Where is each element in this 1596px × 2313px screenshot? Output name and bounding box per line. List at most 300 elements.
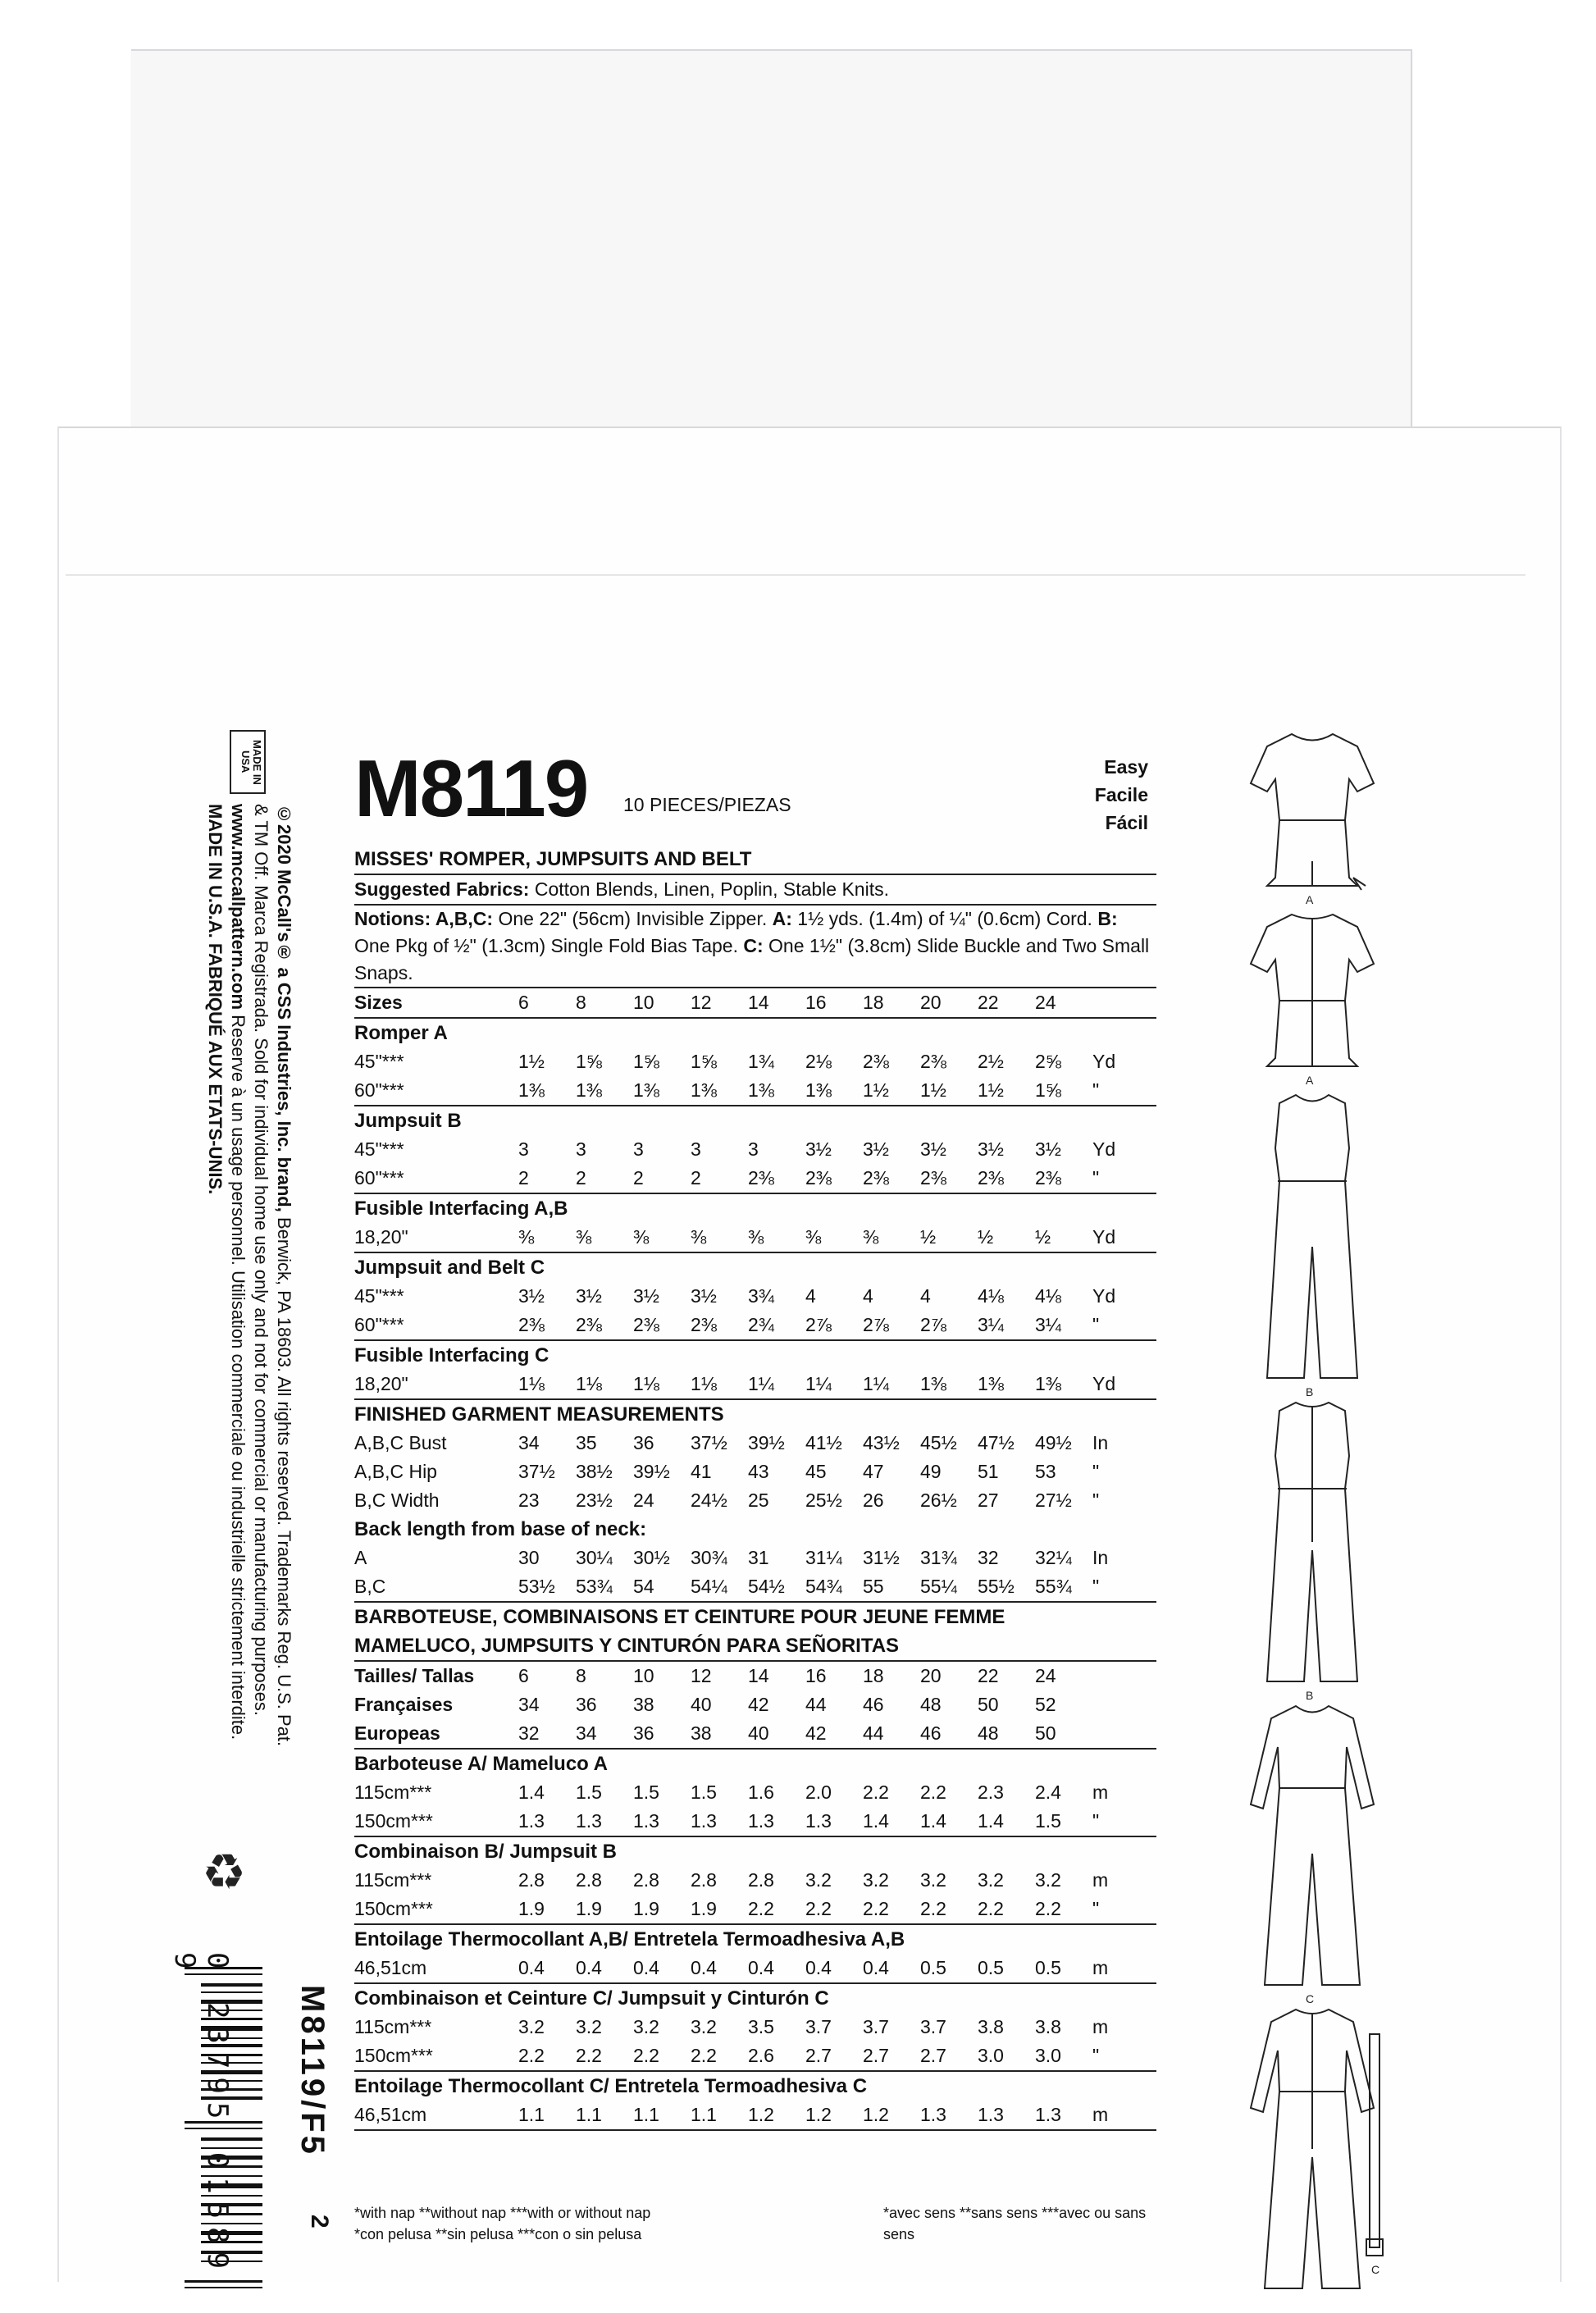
notions-b-label: B:	[1097, 908, 1118, 929]
row-unit: "	[1092, 2045, 1100, 2066]
table-cell: 2⅜	[863, 1167, 889, 1188]
table-cell: 1½	[863, 1079, 889, 1101]
table-cell: 2⅜	[805, 1167, 832, 1188]
table-row	[354, 1690, 1156, 1719]
table-cell: 1¼	[863, 1373, 889, 1394]
metric-table	[354, 1603, 1156, 2131]
table-cell: 3.2	[920, 1869, 946, 1891]
row-unit: "	[1092, 1461, 1100, 1482]
table-cell: 3½	[1035, 1138, 1061, 1160]
table-cell: 4	[805, 1285, 816, 1307]
table-cell: 1.5	[1035, 1810, 1061, 1832]
footnote-es: *con pelusa **sin pelusa ***con o sin pelusa	[354, 2226, 642, 2242]
table-cell: 2⅜	[920, 1167, 946, 1188]
table-cell: 3.8	[978, 2016, 1004, 2037]
table-cell: 1.3	[920, 2104, 946, 2125]
table-cell: 3.7	[805, 2016, 832, 2037]
table-cell: 1.4	[518, 1782, 545, 1803]
notions-label: Notions: A,B,C:	[354, 908, 494, 929]
table-row	[354, 2042, 1156, 2072]
table-cell: 2⅜	[518, 1314, 545, 1335]
difficulty-en: Easy	[1104, 756, 1148, 778]
section-title: Combinaison B/ Jumpsuit B	[354, 1841, 618, 1863]
difficulty-es: Fácil	[1105, 812, 1148, 833]
notions-c-label: C:	[743, 935, 764, 956]
table-cell: 1.3	[633, 1810, 659, 1832]
table-cell: 44	[863, 1722, 884, 1744]
table-cell: ⅜	[633, 1226, 650, 1248]
notions-abc: One 22" (56cm) Invisible Zipper.	[498, 908, 768, 929]
table-cell: 1.2	[748, 2104, 774, 2125]
table-cell: 1.3	[978, 2104, 1004, 2125]
page-number: 2	[306, 2215, 333, 2229]
table-cell: 31	[748, 1547, 769, 1568]
table-cell: 49½	[1035, 1432, 1072, 1453]
row-label: B,C Width	[354, 1490, 440, 1511]
table-cell: 53¾	[576, 1576, 613, 1597]
table-cell: 2⅛	[805, 1051, 832, 1072]
table-cell: 1⅝	[691, 1051, 717, 1072]
sketch-label-b1: B	[1306, 1385, 1314, 1398]
table-cell: 2⅝	[1035, 1051, 1061, 1072]
table-cell: 24½	[691, 1490, 727, 1511]
table-row	[354, 1778, 1156, 1807]
table-cell: 2⅞	[920, 1314, 946, 1335]
table-cell: 53	[1035, 1461, 1056, 1482]
table-cell: 0.4	[633, 1957, 659, 1978]
notions-a-label: A:	[772, 908, 792, 929]
table-cell: 2	[518, 1167, 529, 1188]
table-cell: 1⅜	[691, 1079, 717, 1101]
table-cell: 0.4	[863, 1957, 889, 1978]
table-row	[354, 1076, 1156, 1106]
table-cell: 20	[920, 1665, 942, 1686]
table-cell: 34	[576, 1722, 597, 1744]
row-label: 18,20"	[354, 1373, 408, 1394]
table-cell: 32	[978, 1547, 999, 1568]
table-cell: 2⅞	[805, 1314, 832, 1335]
table-row	[354, 1429, 1156, 1458]
pattern-title: MISSES' ROMPER, JUMPSUITS AND BELT	[354, 845, 1156, 875]
table-cell: 2.2	[691, 2045, 717, 2066]
table-cell: 32	[518, 1722, 540, 1744]
table-cell: 37½	[691, 1432, 727, 1453]
table-cell: ⅜	[863, 1226, 879, 1248]
notions	[354, 906, 1156, 988]
table-cell: 48	[978, 1722, 999, 1744]
table-cell: 4⅛	[978, 1285, 1004, 1307]
row-unit: Yd	[1092, 1373, 1116, 1394]
table-cell: 3.0	[978, 2045, 1004, 2066]
table-cell: 12	[691, 1665, 712, 1686]
table-cell: 3	[691, 1138, 701, 1160]
sketch-jumpsuit-b-back	[1267, 1403, 1357, 1681]
table-cell: 27	[978, 1490, 999, 1511]
table-cell: 1.4	[863, 1810, 889, 1832]
sketch-label-b2: B	[1306, 1689, 1314, 1702]
size-header: 6	[518, 992, 529, 1013]
table-cell: 2⅜	[1035, 1167, 1061, 1188]
table-cell: 1¼	[805, 1373, 832, 1394]
sketch-jumpsuit-b-front	[1267, 1095, 1357, 1378]
table-cell: 40	[691, 1694, 712, 1715]
table-cell: 3½	[863, 1138, 889, 1160]
table-cell: 2¾	[748, 1314, 774, 1335]
table-cell: 43½	[863, 1432, 900, 1453]
section-title: Barboteuse A/ Mameluco A	[354, 1753, 608, 1775]
table-cell: 1¾	[748, 1051, 774, 1072]
table-cell: 36	[576, 1694, 597, 1715]
table-cell: 2⅜	[920, 1051, 946, 1072]
table-cell: 1.3	[518, 1810, 545, 1832]
row-label: 45"***	[354, 1051, 404, 1072]
table-cell: 1⅜	[805, 1079, 832, 1101]
table-cell: 1.9	[691, 1898, 717, 1919]
table-cell: 3½	[633, 1285, 659, 1307]
table-cell: 0.4	[748, 1957, 774, 1978]
sketch-romper-a-front	[1251, 734, 1374, 890]
size-header: 8	[576, 992, 586, 1013]
table-cell: 1⅛	[576, 1373, 602, 1394]
row-label: 150cm***	[354, 1810, 433, 1832]
table-cell: 2.2	[978, 1898, 1004, 1919]
sketch-label-c2: C	[1371, 2263, 1380, 2276]
table-cell: 3.7	[863, 2016, 889, 2037]
table-cell: 2⅜	[863, 1051, 889, 1072]
table-cell: 1.1	[576, 2104, 602, 2125]
table-cell: ⅜	[518, 1226, 535, 1248]
sketch-jumpsuit-c-front	[1251, 1706, 1374, 1985]
table-cell: 30¼	[576, 1547, 613, 1568]
row-unit: In	[1092, 1432, 1109, 1453]
table-cell: 3	[576, 1138, 586, 1160]
footnotes	[354, 2202, 1158, 2245]
table-cell: 54½	[748, 1576, 785, 1597]
table-cell: 45	[805, 1461, 827, 1482]
table-cell: 2.6	[748, 2045, 774, 2066]
section-title: FINISHED GARMENT MEASUREMENTS	[354, 1403, 724, 1426]
english-table	[354, 988, 1156, 1603]
sizes-label: Sizes	[354, 992, 403, 1013]
table-cell: 0.5	[1035, 1957, 1061, 1978]
table-cell: 49	[920, 1461, 942, 1482]
table-cell: 10	[633, 1665, 654, 1686]
table-cell: 38½	[576, 1461, 613, 1482]
table-row	[354, 1895, 1156, 1925]
table-row	[354, 1370, 1156, 1400]
row-unit: m	[1092, 1869, 1109, 1891]
table-cell: 2.8	[633, 1869, 659, 1891]
table-row	[354, 1662, 1156, 1690]
table-cell: 2.2	[920, 1898, 946, 1919]
table-cell: 3.2	[633, 2016, 659, 2037]
table-cell: 14	[748, 1665, 769, 1686]
table-cell: 1.3	[1035, 2104, 1061, 2125]
garment-sketches	[1214, 722, 1411, 2313]
row-unit: "	[1092, 1898, 1100, 1919]
table-cell: 22	[978, 1665, 999, 1686]
table-cell: 34	[518, 1694, 540, 1715]
size-header: 22	[978, 992, 999, 1013]
table-cell: 2	[633, 1167, 644, 1188]
difficulty-fr: Facile	[1094, 784, 1148, 805]
table-row	[354, 1311, 1156, 1341]
table-cell: 2.8	[576, 1869, 602, 1891]
table-cell: 2⅜	[691, 1314, 717, 1335]
table-cell: 3.8	[1035, 2016, 1061, 2037]
table-cell: 3	[748, 1138, 759, 1160]
table-cell: 1.1	[633, 2104, 659, 2125]
table-cell: 23	[518, 1490, 540, 1511]
sketch-jumpsuit-c-back	[1251, 2010, 1374, 2288]
table-cell: 38	[691, 1722, 712, 1744]
table-cell: 2.2	[633, 2045, 659, 2066]
table-cell: 37½	[518, 1461, 555, 1482]
table-cell: 1⅝	[633, 1051, 659, 1072]
table-cell: 1.1	[691, 2104, 717, 2125]
footnote-fr: *avec sens **sans sens ***avec ou sans sens	[883, 2205, 1147, 2242]
table-cell: 1⅛	[633, 1373, 659, 1394]
row-label: 46,51cm	[354, 2104, 427, 2125]
notions-a: 1½ yds. (1.4m) of ¼" (0.6cm) Cord.	[797, 908, 1092, 929]
section-title: Entoilage Thermocollant A,B/ Entretela Termoadhesiva A,B	[354, 1928, 905, 1950]
table-cell: 1⅜	[978, 1373, 1004, 1394]
sketch-label-a2: A	[1306, 1074, 1314, 1087]
table-cell: 39½	[748, 1432, 785, 1453]
table-cell: 41	[691, 1461, 712, 1482]
table-cell: 1.3	[805, 1810, 832, 1832]
row-label: 45"***	[354, 1138, 404, 1160]
notions-c: One 1½" (3.8cm) Slide Buckle and Two Small Snaps.	[354, 935, 1150, 983]
table-cell: 1.2	[805, 2104, 832, 2125]
row-label: 115cm***	[354, 1869, 432, 1891]
row-unit: Yd	[1092, 1226, 1116, 1248]
section-title: Jumpsuit and Belt C	[354, 1257, 545, 1279]
row-unit: "	[1092, 1167, 1100, 1188]
website-link[interactable]: www.mccallpattern.com	[228, 804, 249, 1011]
table-cell: 54¼	[691, 1576, 727, 1597]
copyright-brand: ©2020 McCall's® a CSS Industries, Inc. brand,	[274, 804, 294, 1212]
table-cell: 25½	[805, 1490, 842, 1511]
table-cell: ⅜	[748, 1226, 764, 1248]
table-cell: 1⅜	[748, 1079, 774, 1101]
table-cell: 30½	[633, 1547, 670, 1568]
row-unit: Yd	[1092, 1051, 1116, 1072]
section-title: MAMELUCO, JUMPSUITS Y CINTURÓN PARA SEÑORITAS	[354, 1631, 1156, 1662]
section-title: Jumpsuit B	[354, 1110, 462, 1132]
yardage-chart	[354, 845, 1156, 2131]
table-cell: 2	[576, 1167, 586, 1188]
suggested-fabrics-label: Suggested Fabrics:	[354, 878, 530, 900]
row-label: 115cm***	[354, 2016, 432, 2037]
table-cell: 6	[518, 1665, 529, 1686]
table-cell: 1.4	[920, 1810, 946, 1832]
table-cell: 55¼	[920, 1576, 957, 1597]
row-unit: m	[1092, 1782, 1109, 1803]
row-label: A,B,C Hip	[354, 1461, 437, 1482]
table-cell: 52	[1035, 1694, 1056, 1715]
table-cell: 1½	[920, 1079, 946, 1101]
table-cell: 2.8	[518, 1869, 545, 1891]
table-row	[354, 1458, 1156, 1486]
row-label: B,C	[354, 1576, 386, 1597]
table-cell: 1⅝	[576, 1051, 602, 1072]
row-label: Europeas	[354, 1722, 440, 1744]
row-label: 60"***	[354, 1167, 404, 1188]
table-cell: ⅜	[805, 1226, 822, 1248]
table-cell: 2½	[978, 1051, 1004, 1072]
table-row	[354, 1572, 1156, 1603]
table-cell: 4⅛	[1035, 1285, 1061, 1307]
table-cell: 48	[920, 1694, 942, 1715]
copyright-trademark: & TM Off. Marca Registrada. Sold for individual home use only and not for commercial or manufacturing purposes.	[251, 804, 271, 1716]
table-cell: 45½	[920, 1432, 957, 1453]
table-cell: 3.2	[576, 2016, 602, 2037]
table-cell: 54¾	[805, 1576, 842, 1597]
table-cell: 3	[633, 1138, 644, 1160]
row-label: 150cm***	[354, 2045, 433, 2066]
table-cell: 1⅜	[920, 1373, 946, 1394]
table-cell: 27½	[1035, 1490, 1072, 1511]
table-cell: ⅜	[576, 1226, 592, 1248]
table-cell: 38	[633, 1694, 654, 1715]
table-cell: 1.9	[576, 1898, 602, 1919]
table-cell: 23½	[576, 1490, 613, 1511]
table-cell: 36	[633, 1432, 654, 1453]
table-cell: 26½	[920, 1490, 957, 1511]
table-cell: 46	[863, 1694, 884, 1715]
row-label: Tailles/ Tallas	[354, 1665, 475, 1686]
row-unit: "	[1092, 1314, 1100, 1335]
size-header: 24	[1035, 992, 1056, 1013]
table-row	[354, 1282, 1156, 1311]
row-label: 115cm***	[354, 1782, 432, 1803]
table-cell: 1⅛	[691, 1373, 717, 1394]
table-cell: 24	[633, 1490, 654, 1511]
table-cell: 1.5	[576, 1782, 602, 1803]
table-cell: 43	[748, 1461, 769, 1482]
table-cell: 31¾	[920, 1547, 957, 1568]
table-cell: 2.2	[748, 1898, 774, 1919]
table-cell: 3	[518, 1138, 529, 1160]
table-cell: 1½	[518, 1051, 545, 1072]
table-cell: 0.4	[576, 1957, 602, 1978]
table-cell: 1.5	[691, 1782, 717, 1803]
table-cell: 40	[748, 1722, 769, 1744]
table-cell: 2.8	[748, 1869, 774, 1891]
table-row	[354, 1544, 1156, 1572]
envelope-flap	[131, 49, 1412, 445]
table-cell: 50	[1035, 1722, 1056, 1744]
table-cell: 1.3	[576, 1810, 602, 1832]
sketch-label-c1: C	[1306, 1992, 1315, 2005]
table-cell: 53½	[518, 1576, 555, 1597]
row-unit: "	[1092, 1810, 1100, 1832]
table-cell: 8	[576, 1665, 586, 1686]
table-cell: 24	[1035, 1665, 1056, 1686]
table-cell: 2.2	[920, 1782, 946, 1803]
table-cell: 2.7	[805, 2045, 832, 2066]
table-row	[354, 1164, 1156, 1194]
table-cell: 1⅜	[576, 1079, 602, 1101]
copyright-address: Berwick, PA 18603. All rights reserved. Trademarks Reg. U.S. Pat.	[274, 1211, 294, 1747]
table-cell: 42	[805, 1722, 827, 1744]
table-cell: 42	[748, 1694, 769, 1715]
table-cell: ⅜	[691, 1226, 707, 1248]
table-cell: 2	[691, 1167, 701, 1188]
table-row	[354, 1223, 1156, 1253]
table-cell: 44	[805, 1694, 827, 1715]
table-cell: 55½	[978, 1576, 1015, 1597]
table-row	[354, 2101, 1156, 2131]
table-row	[354, 1866, 1156, 1895]
table-cell: 2.2	[863, 1782, 889, 1803]
table-cell: 2.0	[805, 1782, 832, 1803]
table-cell: 1.3	[691, 1810, 717, 1832]
table-cell: 3.2	[978, 1869, 1004, 1891]
table-cell: 1⅝	[1035, 1079, 1061, 1101]
table-cell: 31¼	[805, 1547, 842, 1568]
table-cell: 2.8	[691, 1869, 717, 1891]
table-cell: 31½	[863, 1547, 900, 1568]
table-row	[354, 1486, 1156, 1515]
table-row	[354, 1807, 1156, 1837]
section-title: Fusible Interfacing A,B	[354, 1198, 568, 1220]
table-cell: 16	[805, 1665, 827, 1686]
table-cell: 1.2	[863, 2104, 889, 2125]
section-title: BARBOTEUSE, COMBINAISONS ET CEINTURE POUR JEUNE FEMME	[354, 1606, 1005, 1628]
table-cell: 1.5	[633, 1782, 659, 1803]
table-cell: 2.3	[978, 1782, 1004, 1803]
row-label: 60"***	[354, 1314, 404, 1335]
made-in-usa-badge: MADE IN USA	[230, 730, 266, 794]
sketch-label-a1: A	[1306, 893, 1314, 906]
row-unit: m	[1092, 2104, 1109, 2125]
row-unit: "	[1092, 1576, 1100, 1597]
table-cell: 47	[863, 1461, 884, 1482]
row-unit: Yd	[1092, 1285, 1116, 1307]
fold-line	[66, 574, 1525, 576]
section-title: Back length from base of neck:	[354, 1518, 647, 1540]
table-cell: 2⅜	[748, 1167, 774, 1188]
table-cell: 2.7	[863, 2045, 889, 2066]
table-cell: 3¼	[978, 1314, 1004, 1335]
row-label: 46,51cm	[354, 1957, 427, 1978]
table-cell: 3.2	[805, 1869, 832, 1891]
table-cell: 0.4	[518, 1957, 545, 1978]
row-unit: m	[1092, 1957, 1109, 1978]
table-cell: 3.2	[1035, 1869, 1061, 1891]
row-label: A,B,C Bust	[354, 1432, 447, 1453]
copyright-fr: Reserve à un usage personnel. Utilisation commerciale ou industrielle strictement interdite.	[228, 1010, 249, 1740]
size-header: 20	[920, 992, 942, 1013]
recycle-icon: ♻	[202, 1845, 246, 1900]
made-in-notice: MADE IN U.S.A. FABRIQUÉ AUX ETATS-UNIS.	[205, 804, 226, 1195]
pattern-number: M8119	[354, 743, 588, 833]
table-cell: 35	[576, 1432, 597, 1453]
row-unit: "	[1092, 1490, 1100, 1511]
table-row	[354, 1135, 1156, 1164]
table-cell: 2⅜	[576, 1314, 602, 1335]
table-cell: ½	[920, 1226, 937, 1248]
table-cell: 2.4	[1035, 1782, 1061, 1803]
table-cell: 0.4	[805, 1957, 832, 1978]
style-code: M8119/F5	[294, 1985, 331, 2157]
row-label: 150cm***	[354, 1898, 433, 1919]
notions-b: One Pkg of ½" (1.3cm) Single Fold Bias Tape.	[354, 935, 738, 956]
table-cell: 1.4	[978, 1810, 1004, 1832]
table-cell: 1.3	[748, 1810, 774, 1832]
